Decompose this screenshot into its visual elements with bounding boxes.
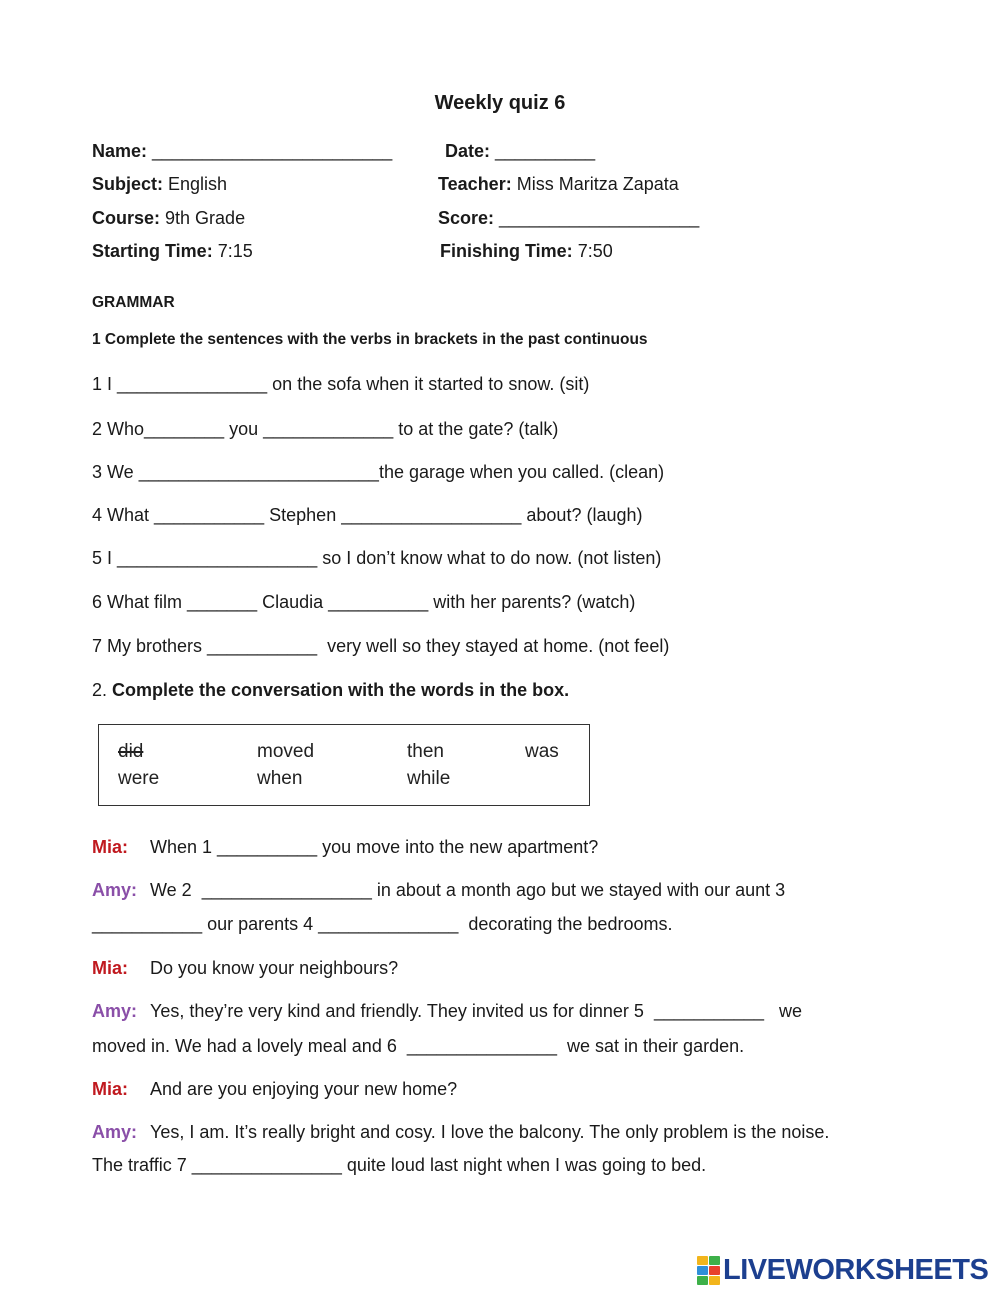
sentence-4[interactable]: 4 What ___________ Stephen __________________ about? (laugh) [92, 505, 643, 525]
word-did: did [118, 741, 144, 762]
speaker-mia: Mia: [92, 1079, 128, 1099]
course-value: 9th Grade [165, 208, 246, 228]
teacher-value: Miss Maritza Zapata [516, 174, 679, 194]
dialogue-line-7: And are you enjoying your new home? [150, 1079, 458, 1099]
sentence-3[interactable]: 3 We ________________________the garage when you called. (clean) [92, 462, 665, 482]
score-field [438, 208, 699, 229]
date-field [445, 141, 595, 162]
dialogue-line-8: Yes, I am. It’s really bright and cosy. I love the balcony. The only problem is the noise. [150, 1122, 830, 1142]
start-time-label: Starting Time: [92, 241, 213, 261]
finish-time-value: 7:50 [577, 241, 613, 261]
page-title: Weekly quiz 6 [434, 92, 566, 114]
start-time-field [92, 241, 253, 262]
sentence-1[interactable]: 1 I _______________ on the sofa when it started to snow. (sit) [92, 374, 590, 394]
start-time-value: 7:15 [217, 241, 253, 261]
teacher-label: Teacher: [438, 174, 512, 194]
word-box [98, 724, 590, 806]
date-label: Date: [445, 141, 491, 161]
liveworksheets-blocks-icon [697, 1256, 719, 1284]
finish-time-field [440, 241, 613, 262]
course-field [92, 208, 245, 229]
sentence-6[interactable]: 6 What film _______ Claudia __________ with her parents? (watch) [92, 592, 636, 612]
speaker-mia: Mia: [92, 837, 128, 857]
sentence-2[interactable]: 2 Who________ you _____________ to at the gate? (talk) [92, 419, 559, 439]
dialogue-line-4: Do you know your neighbours? [150, 958, 399, 978]
word-while: while [407, 768, 451, 789]
sentence-5[interactable]: 5 I ____________________ so I don’t know what to do now. (not listen) [92, 548, 662, 568]
name-field [92, 141, 392, 162]
course-label: Course: [92, 208, 161, 228]
word-was: was [525, 741, 559, 762]
grammar-heading: GRAMMAR [92, 294, 175, 311]
name-blank[interactable]: ________________________ [152, 141, 393, 161]
teacher-field [438, 174, 679, 195]
logo-text: LIVEWORKSHEETS [723, 1253, 989, 1286]
speaker-amy: Amy: [92, 880, 138, 900]
exercise-2-instruction [92, 680, 569, 701]
word-then: then [407, 741, 444, 762]
speaker-amy: Amy: [92, 1001, 138, 1021]
sentence-7[interactable]: 7 My brothers ___________ very well so they stayed at home. (not feel) [92, 636, 670, 656]
dialogue-line-3[interactable]: ___________ our parents 4 ______________ decorating the bedrooms. [92, 914, 673, 934]
date-blank[interactable]: __________ [495, 141, 596, 161]
finish-time-label: Finishing Time: [440, 241, 573, 261]
word-were: were [118, 768, 160, 789]
score-label: Score: [438, 208, 495, 228]
dialogue-line-9[interactable]: The traffic 7 _______________ quite loud last night when I was going to bed. [92, 1155, 707, 1175]
name-label: Name: [92, 141, 148, 161]
subject-field [92, 174, 227, 195]
score-blank[interactable]: ____________________ [499, 208, 700, 228]
speaker-amy: Amy: [92, 1122, 138, 1142]
exercise-2-number: 2. [92, 680, 108, 700]
dialogue-line-2[interactable]: We 2 _________________ in about a month ago but we stayed with our aunt 3 [150, 880, 786, 900]
exercise-1-instruction: 1 Complete the sentences with the verbs in brackets in the past continuous [92, 331, 648, 348]
dialogue-line-6[interactable]: moved in. We had a lovely meal and 6 _______________ we sat in their garden. [92, 1036, 745, 1056]
word-moved: moved [257, 741, 315, 762]
liveworksheets-logo[interactable] [697, 1253, 988, 1287]
speaker-mia: Mia: [92, 958, 128, 978]
subject-value: English [168, 174, 228, 194]
dialogue-line-1[interactable]: When 1 __________ you move into the new apartment? [150, 837, 599, 857]
exercise-2-text: Complete the conversation with the words in the box. [112, 680, 570, 700]
dialogue-line-5[interactable]: Yes, they’re very kind and friendly. They invited us for dinner 5 ___________ we [150, 1001, 803, 1021]
word-when: when [257, 768, 303, 789]
subject-label: Subject: [92, 174, 164, 194]
